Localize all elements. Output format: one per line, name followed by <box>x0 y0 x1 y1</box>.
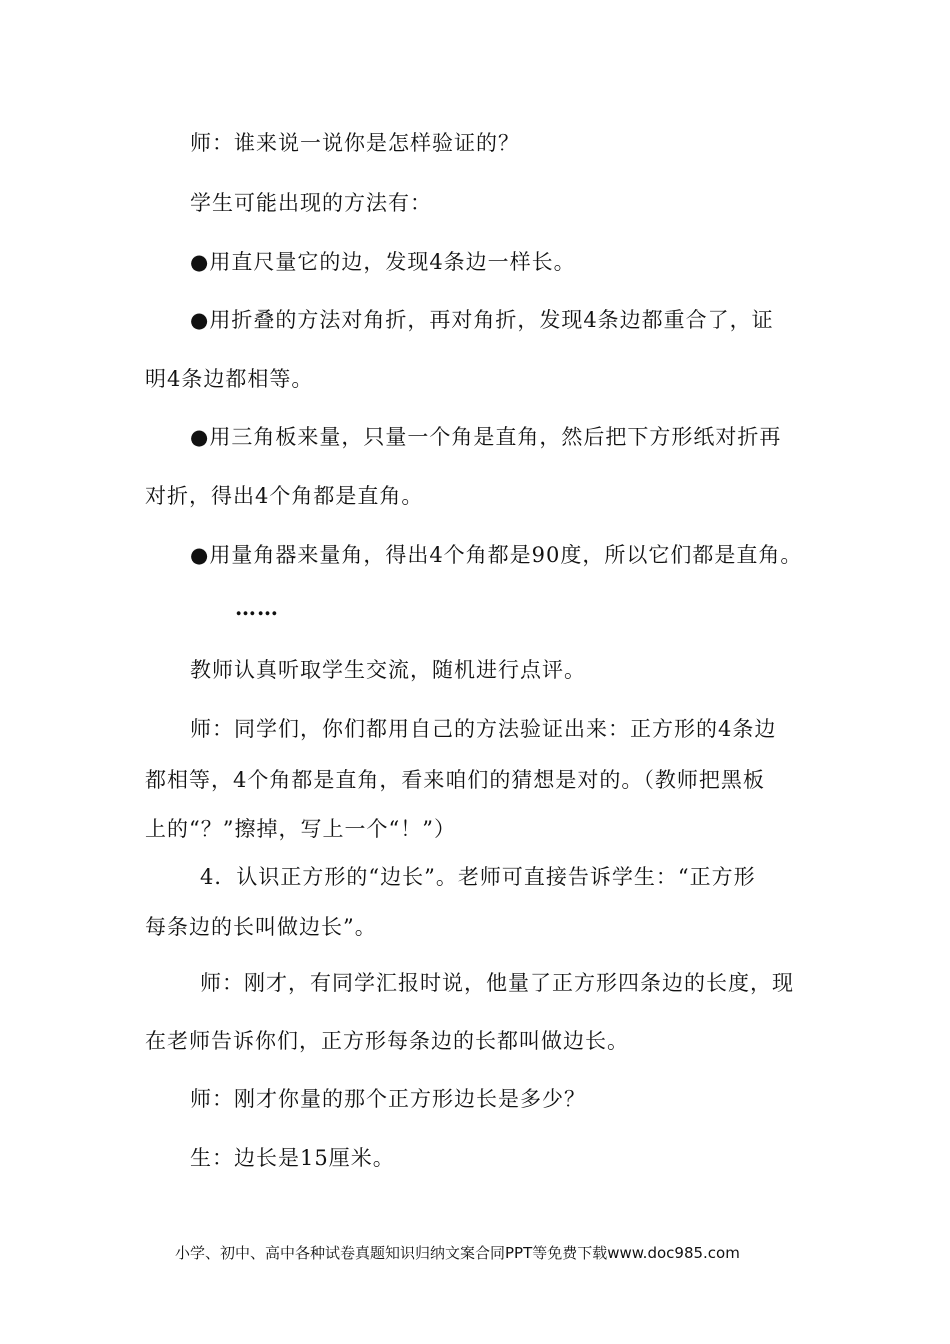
text-line: 师：同学们，你们都用自己的方法验证出来：正方形的4条边 <box>190 717 777 741</box>
text-line: 都相等，4个角都是直角，看来咱们的猜想是对的。（教师把黑板 <box>145 768 765 792</box>
text-line: 对折，得出4个角都是直角。 <box>145 484 424 508</box>
text-line: 师：谁来说一说你是怎样验证的？ <box>190 131 520 155</box>
text-line: 学生可能出现的方法有： <box>190 191 432 215</box>
text-line: 明4条边都相等。 <box>145 367 314 391</box>
bullet-line: ●用量角器来量角，得出4个角都是90度，所以它们都是直角。 <box>190 543 803 567</box>
text-line: 师：刚才你量的那个正方形边长是多少？ <box>190 1087 586 1111</box>
section-heading-line: 4．认识正方形的“边长”。老师可直接告诉学生：“正方形 <box>200 865 756 889</box>
text-line: 每条边的长叫做边长”。 <box>145 915 377 939</box>
text-line: 教师认真听取学生交流，随机进行点评。 <box>190 658 586 682</box>
text-line: 生：边长是15厘米。 <box>190 1146 395 1170</box>
ellipsis: …… <box>235 595 279 620</box>
text-line: 上的“？”擦掉，写上一个“！”） <box>145 817 456 841</box>
bullet-line: ●用直尺量它的边，发现4条边一样长。 <box>190 250 576 274</box>
page-footer: 小学、初中、高中各种试卷真题知识归纳文案合同PPT等免费下载www.doc985.com <box>175 1244 740 1262</box>
text-line: 师：刚才，有同学汇报时说，他量了正方形四条边的长度，现 <box>200 971 794 995</box>
bullet-line: ●用折叠的方法对角折，再对角折，发现4条边都重合了，证 <box>190 308 774 332</box>
bullet-line: ●用三角板来量，只量一个角是直角，然后把下方形纸对折再 <box>190 425 782 449</box>
text-line: 在老师告诉你们，正方形每条边的长都叫做边长。 <box>145 1029 629 1053</box>
